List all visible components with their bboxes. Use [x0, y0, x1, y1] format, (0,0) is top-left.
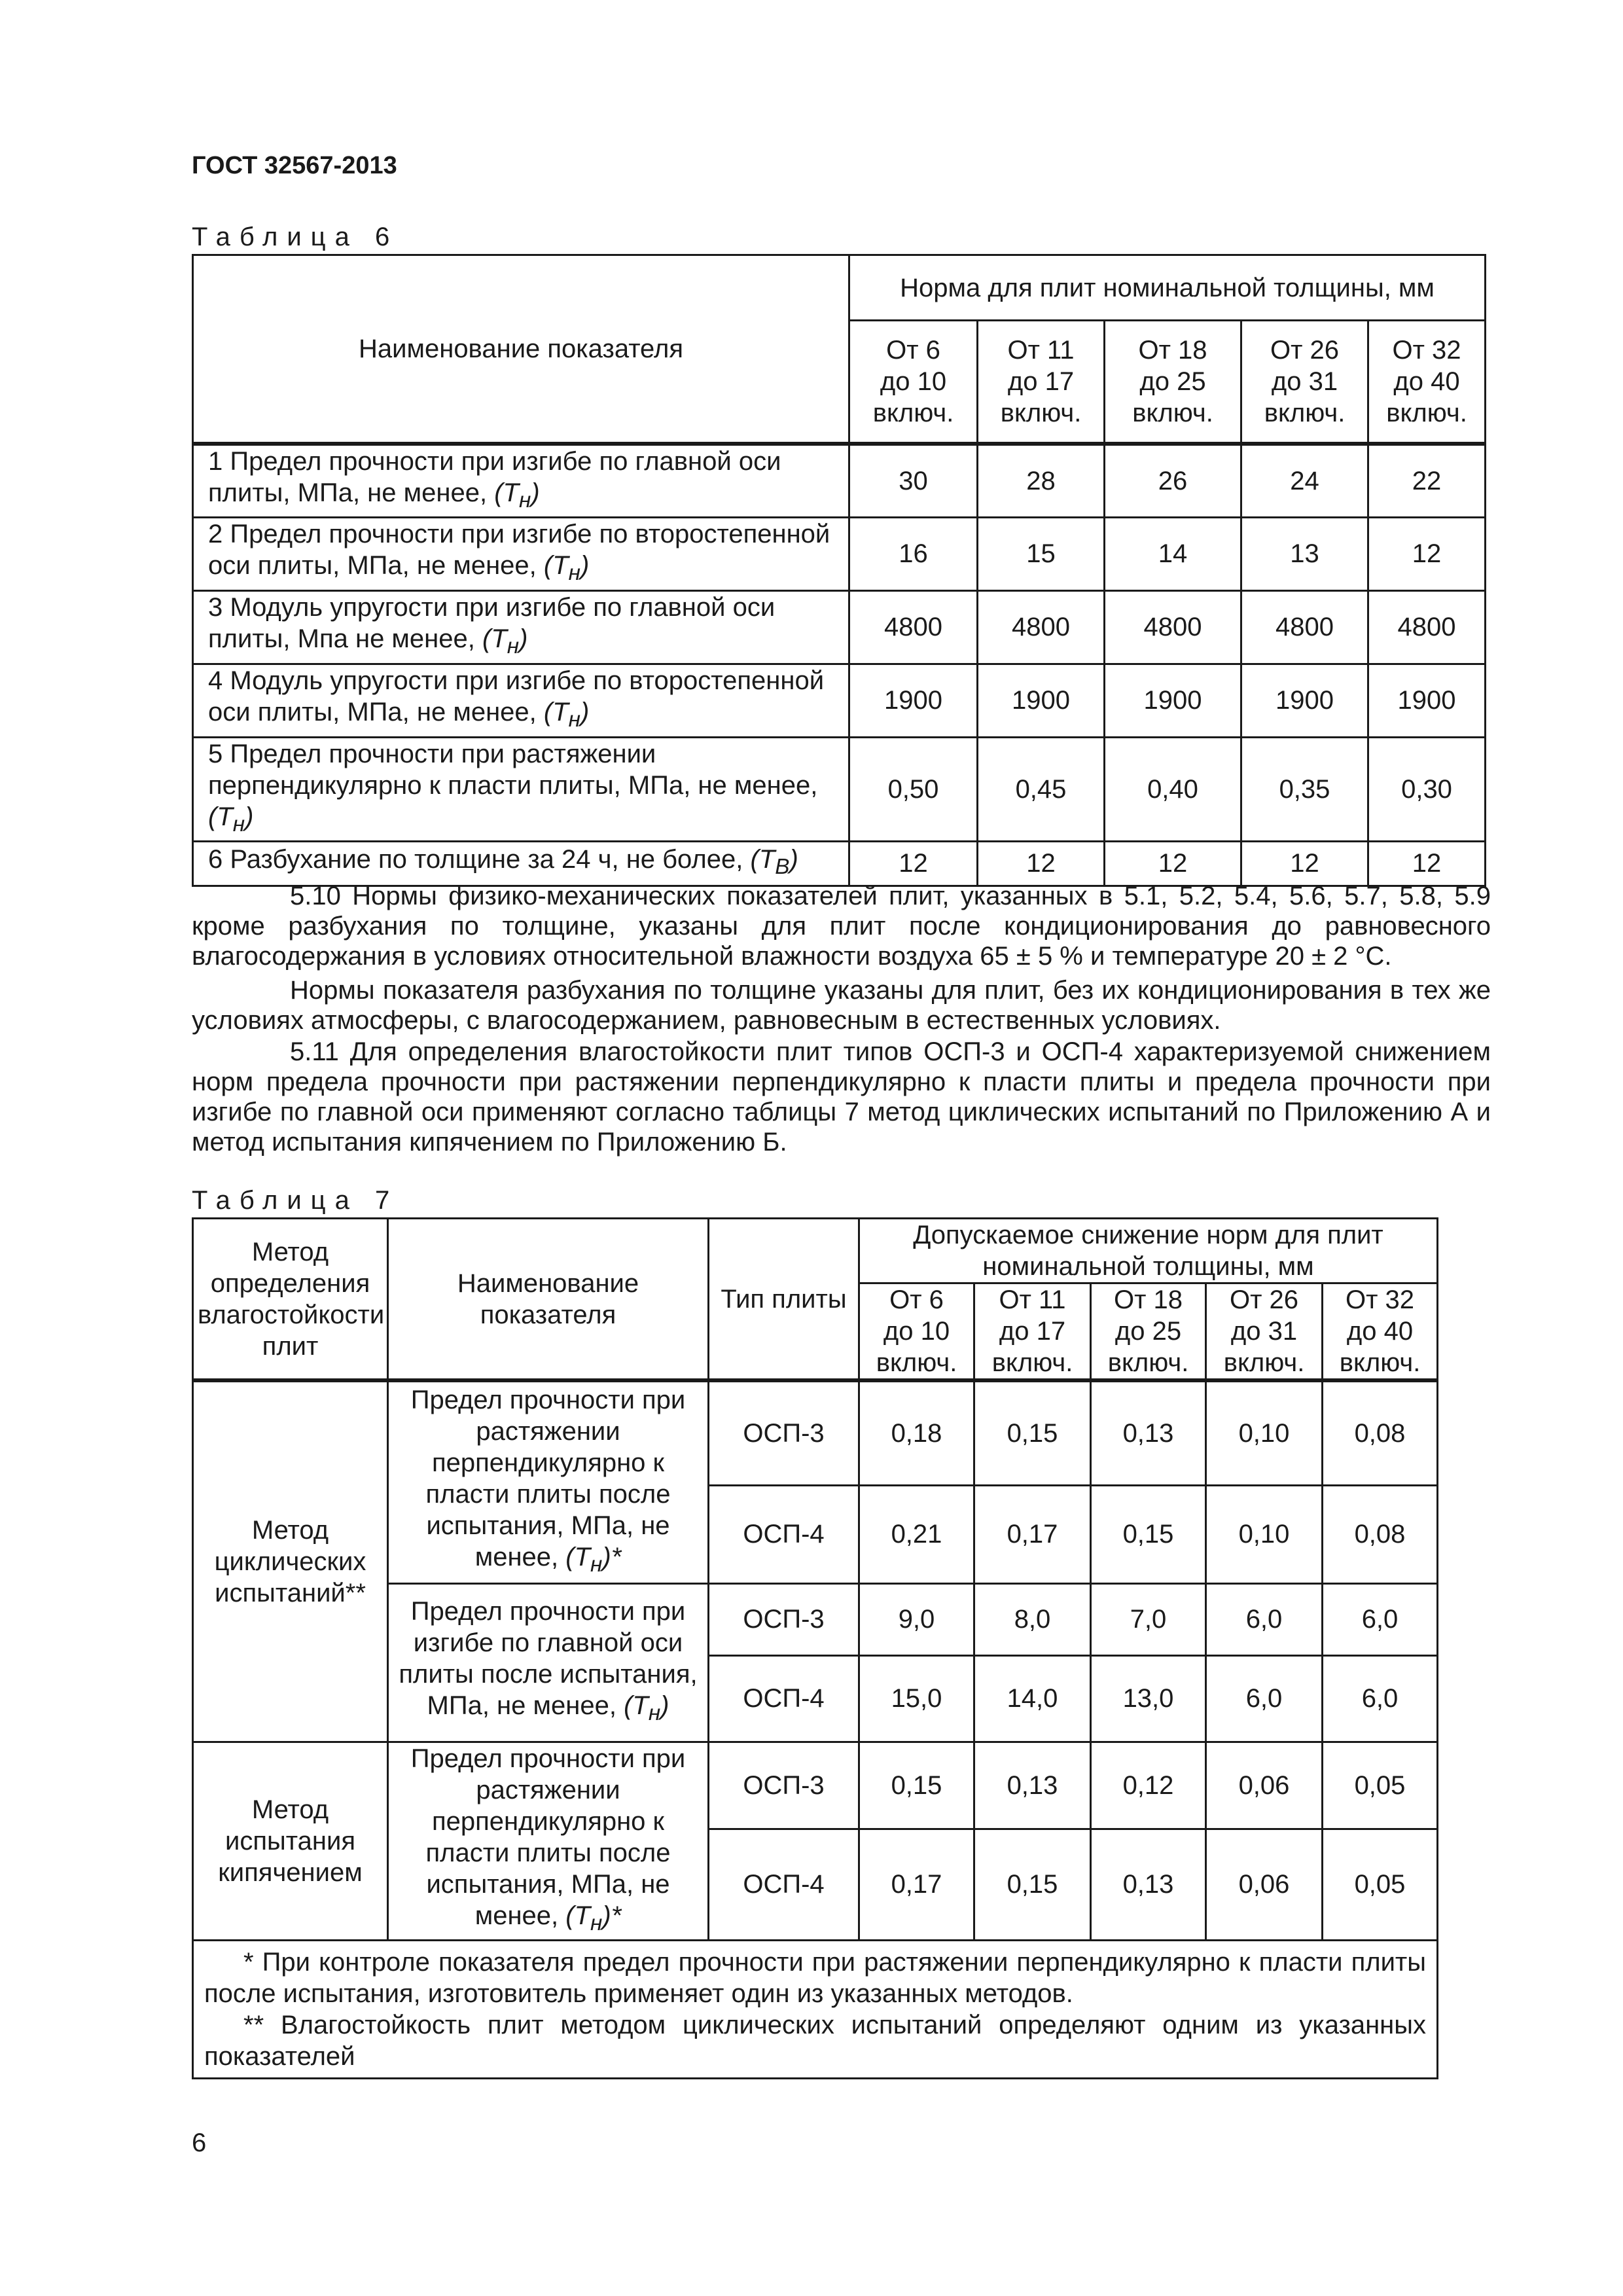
value-cell: 12: [978, 841, 1105, 886]
value-cell: 12: [1368, 841, 1486, 886]
table7-method-header: Метод определения влагостойкости плит: [193, 1219, 388, 1381]
table6-row: [193, 841, 1486, 886]
value-cell: 0,13: [1091, 1829, 1206, 1940]
table7-range-header: От 6 до 10 включ.: [859, 1283, 974, 1381]
indicator-cell: 1 Предел прочности при изгибе по главной оси плиты, МПа, не менее, $(Т_н)$: [193, 444, 849, 518]
value-cell: 0,13: [974, 1742, 1091, 1829]
value-cell: 9,0: [859, 1583, 974, 1655]
value-cell: 13,0: [1091, 1655, 1206, 1742]
plate-type-cell: ОСП-4: [709, 1655, 859, 1742]
value-cell: 0,17: [859, 1829, 974, 1940]
plate-type-cell: ОСП-3: [709, 1380, 859, 1485]
value-cell: 4800: [978, 590, 1105, 664]
value-cell: 0,12: [1091, 1742, 1206, 1829]
value-cell: 7,0: [1091, 1583, 1206, 1655]
value-cell: 16: [849, 517, 978, 590]
table6-range-header: От 6 до 10 включ.: [849, 321, 978, 444]
value-cell: 0,15: [1091, 1485, 1206, 1583]
value-cell: 0,05: [1323, 1829, 1438, 1940]
value-cell: 0,15: [974, 1829, 1091, 1940]
indicator-cell: 3 Модуль упругости при изгибе по главной оси плиты, Мпа не менее, $(Т_н)$: [193, 590, 849, 664]
indicator-cell: Предел прочности при растяжении перпендикулярно к пласти плиты после испытания, МПа, не менее, $(Т_н)*$: [388, 1742, 709, 1940]
table-6: [192, 254, 1486, 887]
method-boiling-cell: Метод испытания кипячением: [193, 1742, 388, 1940]
indicator-cell: 2 Предел прочности при изгибе по второстепенной оси плиты, МПа, не менее, $(Т_н)$: [193, 517, 849, 590]
value-cell: 0,18: [859, 1380, 974, 1485]
value-cell: 14: [1105, 517, 1241, 590]
value-cell: 13: [1241, 517, 1368, 590]
indicator-cell: 4 Модуль упругости при изгибе по второстепенной оси плиты, МПа, не менее, $(Т_н)$: [193, 664, 849, 737]
value-cell: 0,40: [1105, 737, 1241, 841]
table7-range-header: От 11 до 17 включ.: [974, 1283, 1091, 1381]
value-cell: 0,10: [1206, 1380, 1323, 1485]
paragraph-5-10: 5.10 Нормы физико-механических показателей плит, указанных в 5.1, 5.2, 5.4, 5.6, 5.7, 5.8, 5.9 кроме разбухания по толщине, указаны для плит после кондиционирования до равновесного влагосодержания в условиях относительной влажности воздуха 65 ± 5 % и температуре 20 ± 2 °С.: [192, 882, 1491, 971]
value-cell: 0,17: [974, 1485, 1091, 1583]
value-cell: 28: [978, 444, 1105, 518]
table6-range-header: От 18 до 25 включ.: [1105, 321, 1241, 444]
table-7: [192, 1217, 1438, 2079]
value-cell: 6,0: [1323, 1583, 1438, 1655]
plate-type-cell: ОСП-4: [709, 1485, 859, 1583]
table6-row: [193, 590, 1486, 664]
table7-type-header: Тип плиты: [709, 1219, 859, 1381]
value-cell: 4800: [1105, 590, 1241, 664]
value-cell: 12: [1105, 841, 1241, 886]
table6-group-header: Норма для плит номинальной толщины, мм: [849, 255, 1486, 321]
value-cell: 12: [1368, 517, 1486, 590]
table7-group-header: Допускаемое снижение норм для плит номинальной толщины, мм: [859, 1219, 1438, 1283]
value-cell: 24: [1241, 444, 1368, 518]
footnote-1: * При контроле показателя предел прочности при растяжении перпендикулярно к пласти плиты после испытания, изготовитель применяет один из указанных методов.: [204, 1947, 1426, 2008]
table6-row: [193, 444, 1486, 518]
value-cell: 0,08: [1323, 1485, 1438, 1583]
value-cell: 0,06: [1206, 1829, 1323, 1940]
table7-range-header: От 32 до 40 включ.: [1323, 1283, 1438, 1381]
table6-caption: Таблица 6: [192, 223, 399, 251]
plate-type-cell: ОСП-3: [709, 1583, 859, 1655]
value-cell: 1900: [978, 664, 1105, 737]
value-cell: 0,21: [859, 1485, 974, 1583]
value-cell: 22: [1368, 444, 1486, 518]
document-header: ГОСТ 32567-2013: [192, 152, 397, 179]
value-cell: 4800: [1368, 590, 1486, 664]
value-cell: 26: [1105, 444, 1241, 518]
value-cell: 8,0: [974, 1583, 1091, 1655]
value-cell: 0,05: [1323, 1742, 1438, 1829]
table7-caption: Таблица 7: [192, 1186, 399, 1215]
value-cell: 14,0: [974, 1655, 1091, 1742]
value-cell: 1900: [849, 664, 978, 737]
indicator-cell: 5 Предел прочности при растяжении перпендикулярно к пласти плиты, МПа, не менее, $(Т_н)$: [193, 737, 849, 841]
indicator-cell: 6 Разбухание по толщине за 24 ч, не более, $(Т_В)$: [193, 841, 849, 886]
value-cell: 0,13: [1091, 1380, 1206, 1485]
value-cell: 0,08: [1323, 1380, 1438, 1485]
value-cell: 4800: [1241, 590, 1368, 664]
footnote-2: ** Влагостойкость плит методом циклических испытаний определяют одним из указанных показателей: [204, 2010, 1426, 2071]
table6-row: [193, 664, 1486, 737]
value-cell: 12: [849, 841, 978, 886]
method-cyclic-cell: Метод циклических испытаний**: [193, 1380, 388, 1742]
value-cell: 6,0: [1323, 1655, 1438, 1742]
table7-range-header: От 18 до 25 включ.: [1091, 1283, 1206, 1381]
value-cell: 15: [978, 517, 1105, 590]
plate-type-cell: ОСП-4: [709, 1829, 859, 1940]
value-cell: 30: [849, 444, 978, 518]
table6-range-header: От 32 до 40 включ.: [1368, 321, 1486, 444]
table6-row: [193, 737, 1486, 841]
value-cell: 0,35: [1241, 737, 1368, 841]
value-cell: 0,15: [974, 1380, 1091, 1485]
paragraph-5-11: 5.11 Для определения влагостойкости плит типов ОСП-3 и ОСП-4 характеризуемой снижением норм предела прочности при растяжении перпендикулярно к пласти плиты и предела прочности при изгибе по главной оси применяют согласно таблицы 7 метод циклических испытаний по Приложению А и метод испытания кипячением по Приложению Б.: [192, 1037, 1491, 1157]
value-cell: 0,45: [978, 737, 1105, 841]
value-cell: 12: [1241, 841, 1368, 886]
paragraph-thickness-swelling: Нормы показателя разбухания по толщине указаны для плит, без их кондиционирования в тех же условиях атмосферы, с влагосодержанием, равновесным в естественных условиях.: [192, 976, 1491, 1035]
value-cell: 6,0: [1206, 1655, 1323, 1742]
table7-name-header: Наименование показателя: [388, 1219, 709, 1381]
plate-type-cell: ОСП-3: [709, 1742, 859, 1829]
value-cell: 0,30: [1368, 737, 1486, 841]
table6-row: [193, 517, 1486, 590]
value-cell: 0,06: [1206, 1742, 1323, 1829]
value-cell: 6,0: [1206, 1583, 1323, 1655]
table6-range-header: От 26 до 31 включ.: [1241, 321, 1368, 444]
table7-range-header: От 26 до 31 включ.: [1206, 1283, 1323, 1381]
page-number: 6: [192, 2128, 207, 2157]
value-cell: 0,15: [859, 1742, 974, 1829]
table6-range-header: От 11 до 17 включ.: [978, 321, 1105, 444]
value-cell: 0,10: [1206, 1485, 1323, 1583]
value-cell: 1900: [1241, 664, 1368, 737]
indicator-cell: Предел прочности при растяжении перпендикулярно к пласти плиты после испытания, МПа, не менее, $(Т_н)*$: [388, 1380, 709, 1583]
value-cell: 1900: [1368, 664, 1486, 737]
value-cell: 1900: [1105, 664, 1241, 737]
value-cell: 15,0: [859, 1655, 974, 1742]
indicator-cell: Предел прочности при изгибе по главной оси плиты после испытания, МПа, не менее, $(Т_н)$: [388, 1583, 709, 1742]
value-cell: 0,50: [849, 737, 978, 841]
value-cell: 4800: [849, 590, 978, 664]
table6-name-header: Наименование показателя: [193, 255, 849, 444]
table7-footnotes: [193, 1940, 1438, 2078]
